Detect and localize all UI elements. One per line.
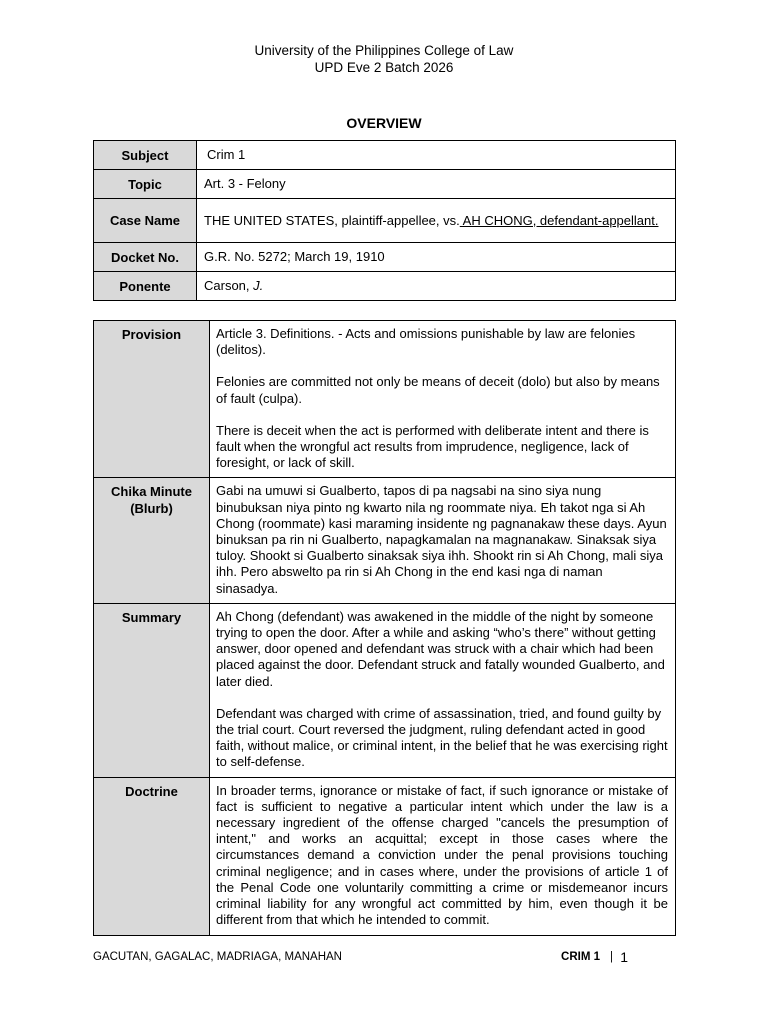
provision-label: Provision bbox=[94, 321, 210, 478]
subject-value: Crim 1 bbox=[197, 141, 676, 170]
chika-row bbox=[94, 478, 676, 603]
docket-row bbox=[94, 243, 676, 272]
doctrine-row bbox=[94, 777, 676, 935]
summary-label: Summary bbox=[94, 603, 210, 777]
case-info-table bbox=[93, 140, 676, 301]
header-line-1: University of the Philippines College of Law bbox=[254, 43, 514, 58]
case-details-table bbox=[93, 320, 676, 936]
footer-page-number: 1 bbox=[620, 949, 628, 965]
docket-value: G.R. No. 5272; March 19, 1910 bbox=[197, 243, 676, 272]
case-name-row bbox=[94, 199, 676, 243]
chika-label-line-1: Chika Minute bbox=[111, 484, 192, 500]
case-name-underlined: AH CHONG, defendant-appellant. bbox=[459, 212, 659, 228]
footer-separator: | bbox=[610, 951, 613, 963]
chika-label bbox=[94, 478, 210, 603]
provision-paragraph-1: Article 3. Definitions. - Acts and omissions punishable by law are felonies (delitos). bbox=[216, 326, 636, 358]
case-name-plain: THE UNITED STATES, plaintiff-appellee, vs. bbox=[204, 212, 460, 228]
provision-paragraph-3: There is deceit when the act is performed with deliberate intent and there is fault when the wrongful act results from imprudence, negligence, lack of foresight, or lack of skill. bbox=[216, 422, 649, 471]
provision-value bbox=[210, 321, 676, 478]
subject-row bbox=[94, 141, 676, 170]
footer-course: CRIM 1 bbox=[561, 951, 600, 963]
ponente-label: Ponente bbox=[94, 272, 197, 301]
summary-row bbox=[94, 603, 676, 777]
document-header bbox=[0, 42, 768, 76]
summary-value bbox=[210, 603, 676, 777]
doctrine-label: Doctrine bbox=[94, 777, 210, 935]
ponente-row bbox=[94, 272, 676, 301]
topic-label: Topic bbox=[94, 170, 197, 199]
chika-label-line-2: (Blurb) bbox=[130, 500, 173, 516]
chika-value: Gabi na umuwi si Gualberto, tapos di pa nagsabi na sino siya nung binubuksan niya pinto ng kwarto nila ng roommate niya. Eh takot nga si Ah Chong (roommate) kasi maraming insidente ng pagnanakaw these days. Ayun binuksan pa rin ni Gualberto, napagkamalan na magnanakaw. Sinaksak siya tuloy. Shookt si Gualberto sinaksak siya ihh. Shookt rin si Ah Chong, mali siya ihh. Pero abswelto pa rin si Ah Chong in the end kasi nga di naman sinasadya. bbox=[210, 478, 676, 603]
case-name-value bbox=[197, 199, 676, 243]
topic-row bbox=[94, 170, 676, 199]
overview-title: OVERVIEW bbox=[346, 115, 422, 131]
provision-row bbox=[94, 321, 676, 478]
topic-value: Art. 3 - Felony bbox=[197, 170, 676, 199]
page-footer bbox=[93, 951, 676, 967]
summary-paragraph-2: Defendant was charged with crime of assassination, tried, and found guilty by the trial court. Court reversed the judgment, ruling defendant acted in good faith, without malice, or criminal intent, in the belief that he was exercising right to self-defense. bbox=[216, 705, 668, 770]
footer-authors: GACUTAN, GAGALAC, MADRIAGA, MANAHAN bbox=[93, 951, 342, 963]
provision-paragraph-2: Felonies are committed not only be means of deceit (dolo) but also by means of fault (culpa). bbox=[216, 374, 660, 406]
docket-label: Docket No. bbox=[94, 243, 197, 272]
ponente-name: Carson, bbox=[204, 278, 254, 293]
ponente-suffix: J. bbox=[253, 278, 264, 293]
header-line-2: UPD Eve 2 Batch 2026 bbox=[314, 60, 454, 75]
case-name-label: Case Name bbox=[94, 199, 197, 243]
subject-label: Subject bbox=[94, 141, 197, 170]
summary-paragraph-1: Ah Chong (defendant) was awakened in the middle of the night by someone trying to open the door. After a while and asking “who’s there” without getting answer, door opened and defendant was struck with a chair which had been placed against the door. Defendant struck and fatally wounded Gualberto, and later died. bbox=[216, 608, 665, 689]
ponente-value bbox=[197, 272, 676, 301]
doctrine-value: In broader terms, ignorance or mistake of fact, if such ignorance or mistake of fact is sufficient to negative a particular intent which under the law is a necessary ingredient of the offense charged "cancels the presumption of intent," and works an acquittal; except in those cases where the circumstances demand a conviction under the penal provisions touching criminal negligence; and in cases where, under the provisions of article 1 of the Penal Code one voluntarily committing a crime or misdemeanor incurs criminal liability for any wrongful act committed by him, even though it be different from that which he intended to commit. bbox=[210, 777, 676, 935]
